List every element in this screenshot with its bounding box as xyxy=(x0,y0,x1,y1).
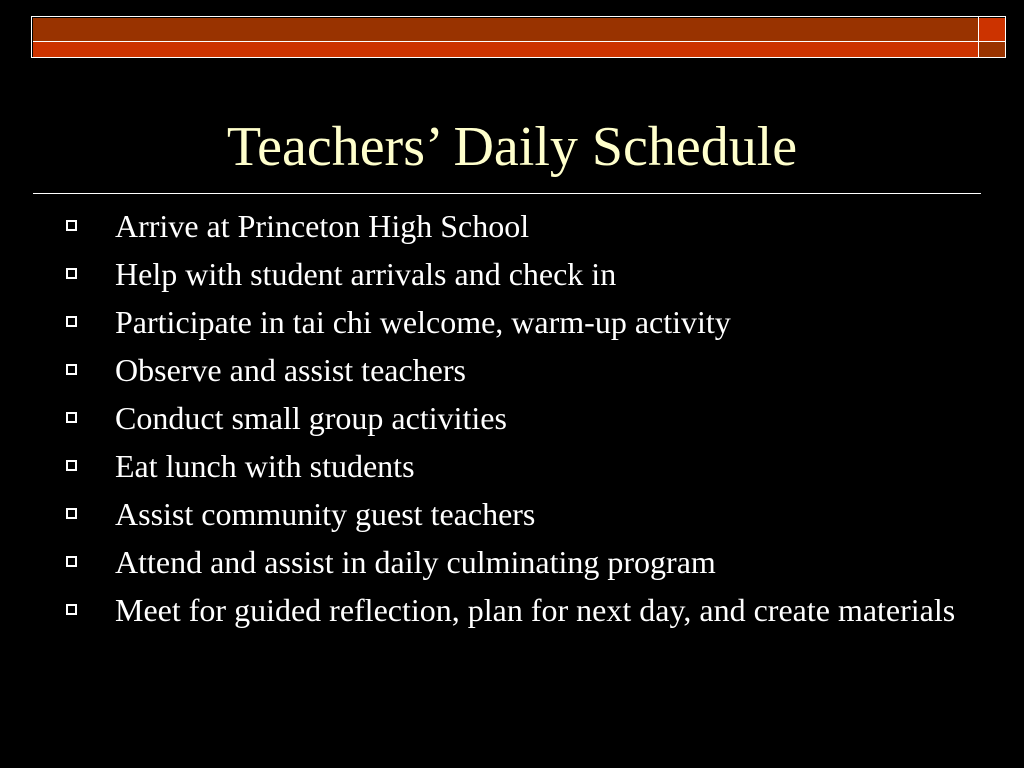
bullet-item xyxy=(66,494,966,534)
bullet-text: Meet for guided reflection, plan for next day, and create materials xyxy=(115,592,956,628)
bullet-list xyxy=(66,206,966,638)
bullet-text: Observe and assist teachers xyxy=(115,352,466,388)
header-band-corner-bottom xyxy=(979,42,1005,57)
bullet-item xyxy=(66,206,966,246)
bullet-text: Arrive at Princeton High School xyxy=(115,208,530,244)
square-bullet-icon xyxy=(66,268,77,279)
header-band-top-stripe xyxy=(33,18,978,42)
header-band-bottom-stripe xyxy=(33,42,978,57)
square-bullet-icon xyxy=(66,364,77,375)
bullet-item xyxy=(66,302,966,342)
bullet-item xyxy=(66,254,966,294)
bullet-text: Help with student arrivals and check in xyxy=(115,256,617,292)
square-bullet-icon xyxy=(66,316,77,327)
bullet-item xyxy=(66,446,966,486)
header-band-corner-top xyxy=(979,18,1005,42)
bullet-text: Conduct small group activities xyxy=(115,400,507,436)
square-bullet-icon xyxy=(66,460,77,471)
bullet-text: Eat lunch with students xyxy=(115,448,415,484)
square-bullet-icon xyxy=(66,412,77,423)
header-band xyxy=(31,16,1006,58)
bullet-item xyxy=(66,542,966,582)
title-divider xyxy=(33,193,981,194)
square-bullet-icon xyxy=(66,556,77,567)
bullet-item xyxy=(66,590,966,630)
bullet-text: Assist community guest teachers xyxy=(115,496,536,532)
bullet-item xyxy=(66,398,966,438)
square-bullet-icon xyxy=(66,508,77,519)
bullet-text: Participate in tai chi welcome, warm-up activity xyxy=(115,304,731,340)
square-bullet-icon xyxy=(66,604,77,615)
bullet-item xyxy=(66,350,966,390)
slide-title: Teachers’ Daily Schedule xyxy=(226,116,798,178)
square-bullet-icon xyxy=(66,220,77,231)
bullet-text: Attend and assist in daily culminating program xyxy=(115,544,716,580)
